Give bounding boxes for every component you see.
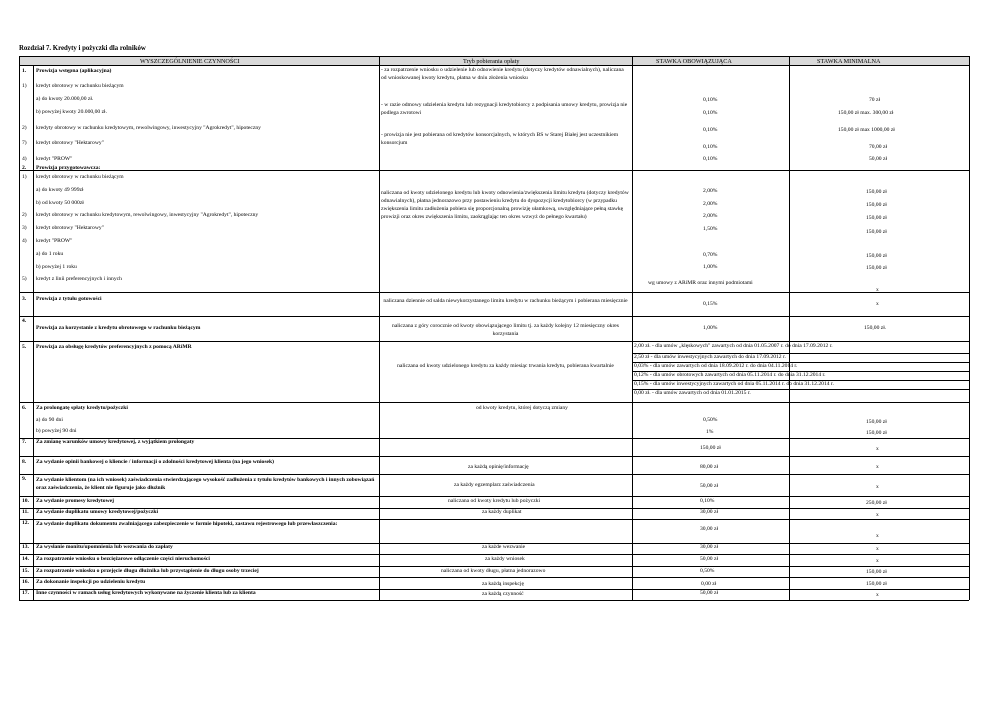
section-title: Za prolongatę spłaty kredytu/pożyczki xyxy=(36,405,128,411)
item-number: 1) xyxy=(22,174,27,180)
item-label: kredyt obrotowy "Hektarowy" xyxy=(36,140,104,146)
fee-mode-text: naliczana dziennie od salda niewykorzystanego limitu kredytu w rachunku bieżącym i pobierana miesięcznie xyxy=(383,298,628,304)
item-number: 1) xyxy=(22,83,27,89)
min-value: 150,00 zł max 1000,00 zł xyxy=(838,127,895,133)
fee-mode-text: za każdy duplikat xyxy=(482,509,522,515)
rate-value: 1,00% xyxy=(703,264,718,270)
rate-value: 0,10% xyxy=(703,127,718,133)
item-label: kredyt obrotowy "Hektarowy" xyxy=(36,225,104,231)
row-sep xyxy=(19,170,969,171)
min-value: x xyxy=(876,558,879,564)
item-label: kredyt obrotowy w rachunku bieżącym xyxy=(36,83,124,89)
rate-value: 50,00 zł xyxy=(700,556,719,562)
rate-value: 0,10% xyxy=(703,156,718,162)
fee-mode-text: za każdą inspekcję xyxy=(482,581,524,587)
rate-value: 1% xyxy=(706,429,714,435)
rate-value: wg umowy z ARiMR oraz innymi podmiotami xyxy=(648,280,753,286)
rate-value: 2,00% xyxy=(703,188,718,194)
min-value: 150,00 zł xyxy=(866,419,887,425)
rate-line: 2,50 zł - dla umów inwestycyjnych zawartych do dnia 17.09.2012 r. xyxy=(634,354,786,360)
fee-mode-text: za każde wezwanie xyxy=(482,544,526,550)
fee-mode-text: za każdą czynność xyxy=(482,591,524,597)
min-value: 150,00 zł xyxy=(866,189,887,195)
item-number: 5) xyxy=(22,276,27,282)
item-label: b) od kwoty 50 000zł xyxy=(36,200,84,206)
section-title: Za dokonanie inspekcji po udzieleniu kredytu xyxy=(36,579,146,585)
fee-mode-text: za każdą opinię/informację xyxy=(468,464,529,470)
item-label: a) do 1 roku xyxy=(36,251,64,257)
header-col-min: STAWKA MINIMALNA xyxy=(817,58,881,65)
section-number: 13. xyxy=(22,544,29,550)
rate-value: 150,00 zł xyxy=(700,445,721,451)
rate-value: 0,70% xyxy=(703,252,718,258)
section-title: Za wydanie promesy kredytowej xyxy=(36,498,114,504)
section-number: 8. xyxy=(22,459,27,465)
section-number: 6. xyxy=(22,405,27,411)
min-value: x xyxy=(876,546,879,552)
fee-mode-text: - za rozpatrzenie wniosku o udzielenie lub odnowienie kredytu (dotyczy kredytów odnawialnych), naliczana od wnioskowanej kwoty kredytu, płatna w dniu złożenia wniosku xyxy=(381,67,624,82)
fee-mode-text: za każdy egzemplarz zaświadczenia xyxy=(454,482,535,488)
fee-mode-text: od kwoty kredytu, której dotyczą zmiany xyxy=(476,405,568,411)
row-sep xyxy=(19,554,969,555)
rate-value: 0,10% xyxy=(703,97,718,103)
item-number: 2) xyxy=(22,125,27,131)
section-number: 17. xyxy=(22,590,29,596)
item-label: a) do kwoty 20.000,00 zł. xyxy=(36,96,94,102)
row-sep xyxy=(19,474,969,475)
section-number: 2. xyxy=(22,165,27,171)
section-number: 1. xyxy=(22,68,27,74)
row-sep xyxy=(19,292,969,293)
table-right-border xyxy=(969,56,970,600)
section-number: 5. xyxy=(22,344,27,350)
rate-value: 0,50% xyxy=(703,417,718,423)
rate-line: 2,00 zł. - dla umów „klęskowych" zawartych od dnia 01.05.2007 r. do dnia 17.09.2012 r. xyxy=(634,343,833,349)
section-number: 4. xyxy=(22,318,27,324)
row-sep xyxy=(19,402,969,403)
item-label: kredyt "PROW" xyxy=(36,156,73,162)
rate-value: 30,00 zł xyxy=(700,509,719,515)
min-value: x xyxy=(876,287,879,293)
min-value: 150,00 zł max. 300,00 zł xyxy=(838,110,894,116)
section-number: 9. xyxy=(22,476,27,482)
section-number: 3. xyxy=(22,296,27,302)
rate-value: 80,00 zł xyxy=(700,464,719,470)
rate-line: 0,00 zł. - dla umów zawartych od dnia 01.01.2015 r. xyxy=(634,390,751,396)
min-value: 150,00 zł xyxy=(866,430,887,436)
rate-line: 0,12% - dla umów obrotowych zawartych od dnia 05.11.2014 r. do dnia 31.12.2014 r. xyxy=(634,372,826,378)
fee-mode-text: naliczana z góry corocznie od kwoty obowiązującego limitu tj. za każdy kolejny 12 miesięczny okres korzystania xyxy=(392,323,619,338)
item-label: kredyty obrotowy w rachunku kredytowym, rewolwingowy, inwestycyjny "Agrokredyt", hipoteczny xyxy=(36,125,261,131)
section-number: 14. xyxy=(22,556,29,562)
item-label: b) powyżej 90 dni xyxy=(36,428,77,434)
row-sep xyxy=(19,316,969,317)
section-number: 7. xyxy=(22,439,27,445)
section-number: 11. xyxy=(22,509,29,515)
min-value: 70 zł xyxy=(869,97,881,103)
min-value: x xyxy=(876,592,879,598)
min-value: x xyxy=(876,533,879,539)
row-sep xyxy=(19,496,969,497)
page-title: Rozdział 7. Kredyty i pożyczki dla rolników xyxy=(19,45,146,52)
item-label: a) do 90 dni xyxy=(36,417,63,423)
section-title: Prowizja za korzystanie z kredytu obrotowego w rachunku bieżącym xyxy=(36,325,201,331)
item-label: kredyt obrotowy w rachunku kredytowym, rewolwingowy, inwestycyjny "Agrokredyt", hipoteczny xyxy=(36,212,259,218)
header-col-activity: WYSZCZEGÓLNIENIE CZYNNOŚCI xyxy=(140,58,240,65)
rate-value: 0,10% xyxy=(703,144,718,150)
min-value: x xyxy=(876,512,879,518)
min-value: 150,00 zł xyxy=(866,265,887,271)
item-number: 2) xyxy=(22,212,27,218)
section-title: Za wydanie duplikatu dokumentu zwalniającego zabezpieczenie w formie hipoteki, zastawu rejestrowego lub przewłaszczenia: xyxy=(36,521,338,527)
min-value: x xyxy=(876,484,879,490)
section-number: 12. xyxy=(22,520,29,526)
section-title: Za rozpatrzenie wniosku o przejęcie długu dłużnika lub przystąpienie do długu osoby trzeciej xyxy=(36,568,259,574)
item-label: kredyt obrotowy w rachunku bieżącym xyxy=(36,174,124,180)
item-label: b) powyżej kwoty 20.000,00 zł. xyxy=(36,109,107,115)
rate-value: 0,50% xyxy=(700,568,715,574)
rate-line: 0,15% - dla umów inwestycyjnych zawartych od dnia 05.11.2014 r. do dnia 31.12.2014 r. xyxy=(634,381,834,387)
item-label: b) powyżej 1 roku xyxy=(36,264,77,270)
min-value: 250,00 zł xyxy=(866,500,887,506)
fee-mode-text: naliczana od kwoty kredytu lub pożyczki xyxy=(448,498,541,504)
table-top-border xyxy=(19,56,969,57)
fee-mode-text: - w razie odmowy udzielenia kredytu lub rezygnacji kredytobiorcy z podpisania umowy kredytu, prowizja nie podlega zwrotowi xyxy=(381,102,628,117)
item-number: 4) xyxy=(22,156,27,162)
rate-value: 30,00 zł xyxy=(700,544,719,550)
min-value: x xyxy=(876,464,879,470)
row-sep xyxy=(19,456,969,457)
min-value: 150,00 zł xyxy=(866,202,887,208)
section-number: 16. xyxy=(22,579,29,585)
item-label: kredyt "PROW" xyxy=(36,238,73,244)
section-title: Prowizja za obsługę kredytów preferencyjnych z pomocą ARiMR xyxy=(36,344,192,350)
min-value: 70,00 zł xyxy=(869,144,888,150)
min-value: 150,00 zł xyxy=(866,253,887,259)
row-sep xyxy=(19,566,969,567)
rate-value: 2,00% xyxy=(703,213,718,219)
section-title: Za wydanie opinii bankowej o kliencie / informacji o zdolności kredytowej klienta (na jego wniosek) xyxy=(36,459,274,465)
row-sep xyxy=(19,577,969,578)
rate-value: 2,00% xyxy=(703,201,718,207)
row-sep xyxy=(19,341,969,342)
section-title: Za zmianę warunków umowy kredytowej, z wyjątkiem prolongaty xyxy=(36,439,195,445)
item-label: kredyt z linii preferencyjnych i innych xyxy=(36,276,122,282)
fee-mode-text: naliczana od kwoty udzielonego kredytu lub kwoty odnowienia/zwiększenia limitu kredytu (dotyczy kredytów odnawialnych), płatna jednorazowo przy postawieniu kredytu do dyspozycji kredytobiorcy (w przypadku zwiększenia limitu zadłużenia pobiera się proporcjonalną prowizję ułamkową, uwzględniające pełną stawkę prowizji oraz okres zwiększenia limitu, zaokrąglając ten okres wzwyż do pełnego kwartału) xyxy=(381,190,629,221)
item-number: 4) xyxy=(22,238,27,244)
section-title: Za wysłanie monitu/upomnienia lub wezwania do zapłaty xyxy=(36,544,173,550)
fee-mode-text: - prowizja nie jest pobierana od kredytów konsorcjalnych, w których BS w Starej Białej jest uczestnikiem konsorcjum xyxy=(381,132,619,147)
table-bottom-border xyxy=(19,600,969,601)
section-title: Prowizja z tytułu gotowości xyxy=(36,296,102,302)
rate-value: 1,50% xyxy=(703,226,718,232)
fee-mode-text: naliczana od kwoty długu, płatna jednorazowo xyxy=(441,568,546,574)
rate-line: 0,03% - dla umów zawartych od dnia 18.09.2012 r. do dnia 04.11.2014 r. xyxy=(634,363,798,369)
section-title: Inne czynności w ramach usług kredytowych wykonywane na życzenie klienta lub za klienta xyxy=(36,590,256,596)
rate-value: 0,10% xyxy=(700,498,715,504)
item-number: 7) xyxy=(22,140,27,146)
rate-value: 30,00 zł xyxy=(700,526,719,532)
min-value: 150,00 zł xyxy=(866,581,887,587)
header-col-mode: Tryb pobierania opłaty xyxy=(463,58,520,65)
rate-value: 0,10% xyxy=(703,110,718,116)
item-number: 3) xyxy=(22,225,27,231)
section-title: Prowizja przygotowawcza: xyxy=(36,165,101,171)
header-col-rate: STAWKA OBOWIĄZUJĄCA xyxy=(656,58,732,65)
min-value: x xyxy=(876,446,879,452)
rate-value: 50,00 zł xyxy=(700,590,719,596)
min-value: 150,00 zł xyxy=(866,229,887,235)
section-title: Za rozpatrzenie wniosku o bezciężarowe odłączenie części nieruchomości xyxy=(36,556,210,562)
min-value: 50,00 zł xyxy=(869,156,888,162)
item-label: a) do kwoty 49 999zł xyxy=(36,187,84,193)
section-title: Prowizja wstępna (aplikacyjna) xyxy=(36,68,112,74)
fee-mode-text: za każdy wniosek xyxy=(485,556,525,562)
rate-value: 0,00 zł xyxy=(701,581,717,587)
section-number: 15. xyxy=(22,568,29,574)
section-title: Za wydanie duplikatu umowy kredytowej/pożyczki xyxy=(36,509,159,515)
rate-value: 1,00% xyxy=(703,325,718,331)
min-value: 150,00 zł xyxy=(866,569,887,575)
min-value: x xyxy=(876,301,879,307)
min-value: 150,00 zł. xyxy=(864,325,887,331)
section-title: Za wydanie klientom (na ich wniosek) zaświadczenia stwierdzającego wysokość zadłużenia z tytułu kredytów bankowych i innych zobowiązań oraz zaświadczenia, że klient nie figuruje jako dłużnik xyxy=(36,477,375,492)
fee-mode-text: naliczana od kwoty udzielonego kredytu za każdy miesiąc trwania kredytu, pobierana kwartalnie xyxy=(397,363,614,369)
min-value: 150,00 zł xyxy=(866,215,887,221)
section-number: 10. xyxy=(22,498,29,504)
rate-value: 0,15% xyxy=(703,301,718,307)
rate-value: 50,00 zł xyxy=(700,483,719,489)
